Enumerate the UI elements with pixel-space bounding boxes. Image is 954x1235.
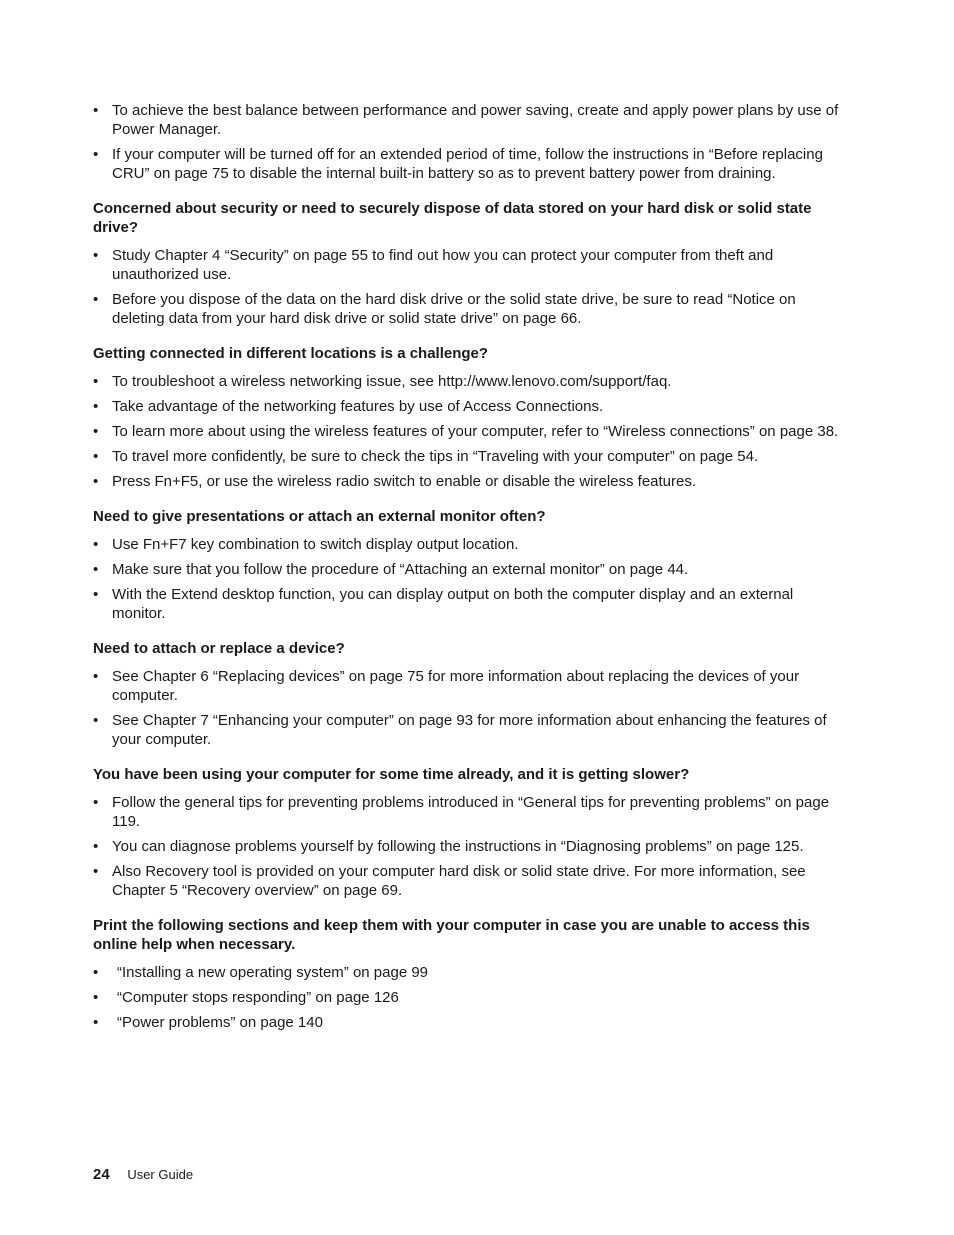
bullet-icon: • — [93, 863, 99, 880]
page-number: 24 — [93, 1166, 110, 1183]
list-item — [93, 711, 848, 749]
list-item — [93, 837, 848, 856]
bullet-icon: • — [93, 291, 99, 308]
bullet-icon: • — [93, 536, 99, 553]
section-list-print — [93, 963, 848, 1032]
list-item-text: You can diagnose problems yourself by following the instructions in “Diagnosing problems” on page 125. — [112, 838, 804, 855]
bullet-icon: • — [93, 102, 99, 119]
section-heading-security: Concerned about security or need to securely dispose of data stored on your hard disk or solid state drive? — [93, 200, 812, 236]
bullet-icon: • — [93, 247, 99, 264]
bullet-icon: • — [93, 561, 99, 578]
list-item-text: Use Fn+F7 key combination to switch display output location. — [112, 536, 519, 553]
bullet-icon: • — [93, 668, 99, 685]
footer-doc-title: User Guide — [127, 1167, 194, 1182]
page-content — [93, 101, 848, 1038]
section-heading-presentations: Need to give presentations or attach an external monitor often? — [93, 508, 546, 525]
bullet-icon: • — [93, 989, 99, 1006]
bullet-icon: • — [93, 473, 99, 490]
list-item — [93, 793, 848, 831]
list-item — [93, 560, 848, 579]
section-heading-devices: Need to attach or replace a device? — [93, 640, 345, 657]
bullet-icon: • — [93, 1014, 99, 1031]
section-list-security — [93, 246, 848, 328]
bullet-icon: • — [93, 586, 99, 603]
list-item — [93, 101, 848, 139]
list-item — [93, 988, 848, 1007]
list-item-text: See Chapter 6 “Replacing devices” on page 75 for more information about replacing the devices of your computer. — [112, 668, 800, 704]
list-item-text: Press Fn+F5, or use the wireless radio switch to enable or disable the wireless features. — [112, 473, 697, 490]
bullet-icon: • — [93, 838, 99, 855]
list-item — [93, 422, 848, 441]
bullet-icon: • — [93, 423, 99, 440]
bullet-icon: • — [93, 398, 99, 415]
list-item — [93, 535, 848, 554]
list-item-text: “Power problems” on page 140 — [117, 1014, 323, 1031]
list-item-text: “Computer stops responding” on page 126 — [117, 989, 399, 1006]
list-item — [93, 447, 848, 466]
section-heading-print: Print the following sections and keep them with your computer in case you are unable to access this online help when necessary. — [93, 917, 810, 953]
section-heading-connectivity: Getting connected in different locations is a challenge? — [93, 345, 489, 362]
list-item-text: To learn more about using the wireless features of your computer, refer to “Wireless connections” on page 38. — [112, 423, 839, 440]
bullet-icon: • — [93, 794, 99, 811]
section-list-devices — [93, 667, 848, 749]
section-list-connectivity — [93, 372, 848, 491]
list-item — [93, 472, 848, 491]
intro-list — [93, 101, 848, 183]
section-list-performance — [93, 793, 848, 900]
section-list-presentations — [93, 535, 848, 623]
bullet-icon: • — [93, 146, 99, 163]
list-item-text: Take advantage of the networking features by use of Access Connections. — [112, 398, 604, 415]
list-item-text: Before you dispose of the data on the hard disk drive or the solid state drive, be sure to read “Notice on deleting data from your hard disk drive or solid state drive” on page 66. — [112, 291, 796, 327]
bullet-icon: • — [93, 373, 99, 390]
list-item-text: With the Extend desktop function, you can display output on both the computer display and an external monitor. — [112, 586, 794, 622]
list-item-text: Study Chapter 4 “Security” on page 55 to find out how you can protect your computer from theft and unauthorized use. — [112, 247, 774, 283]
list-item — [93, 145, 848, 183]
list-item — [93, 862, 848, 900]
list-item-text: Make sure that you follow the procedure of “Attaching an external monitor” on page 44. — [112, 561, 689, 578]
list-item — [93, 290, 848, 328]
list-item-text: Also Recovery tool is provided on your computer hard disk or solid state drive. For more information, see Chapter 5 “Recovery overview” on page 69. — [112, 863, 806, 899]
list-item — [93, 585, 848, 623]
list-item-text: If your computer will be turned off for an extended period of time, follow the instructions in “Before replacing CRU” on page 75 to disable the internal built-in battery so as to prevent battery power from draining. — [112, 146, 823, 182]
list-item-text: “Installing a new operating system” on page 99 — [117, 964, 429, 981]
bullet-icon: • — [93, 964, 99, 981]
list-item-text: To troubleshoot a wireless networking issue, see http://www.lenovo.com/support/faq. — [112, 373, 672, 390]
list-item-text: To achieve the best balance between performance and power saving, create and apply power plans by use of Power Manager. — [112, 102, 839, 138]
list-item-text: To travel more confidently, be sure to check the tips in “Traveling with your computer” on page 54. — [112, 448, 759, 465]
list-item-text: See Chapter 7 “Enhancing your computer” on page 93 for more information about enhancing the features of your computer. — [112, 712, 827, 748]
page-footer — [93, 1165, 193, 1185]
section-heading-performance: You have been using your computer for some time already, and it is getting slower? — [93, 766, 690, 783]
list-item — [93, 963, 848, 982]
list-item — [93, 246, 848, 284]
list-item-text: Follow the general tips for preventing problems introduced in “General tips for preventing problems” on page 119. — [112, 794, 830, 830]
bullet-icon: • — [93, 712, 99, 729]
list-item — [93, 397, 848, 416]
bullet-icon: • — [93, 448, 99, 465]
list-item — [93, 1013, 848, 1032]
list-item — [93, 372, 848, 391]
list-item — [93, 667, 848, 705]
